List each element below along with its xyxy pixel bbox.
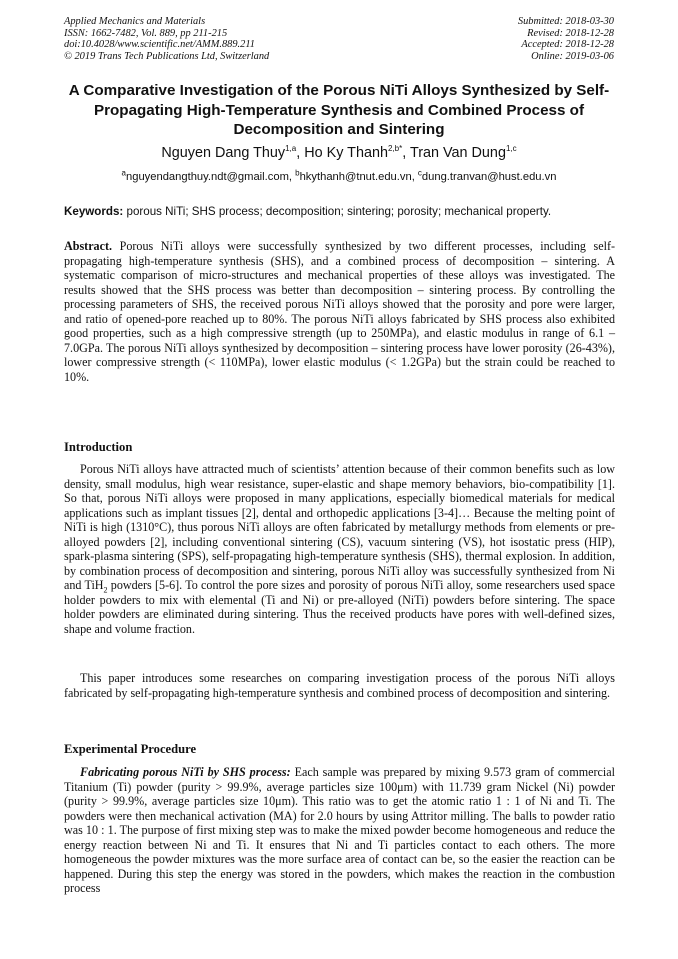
keywords-text: porous NiTi; SHS process; decomposition; sintering; porosity; mechanical property. xyxy=(123,205,552,218)
author-separator: , xyxy=(296,145,305,161)
email[interactable] xyxy=(121,168,289,183)
author-name: Tran Van Dung xyxy=(409,145,506,161)
journal-info xyxy=(64,16,269,62)
email-address: nguyendangthuy.ndt@gmail.com xyxy=(126,171,289,183)
journal-name: Applied Mechanics and Materials xyxy=(64,16,206,27)
author-list xyxy=(40,144,638,162)
email-mark: c xyxy=(417,168,422,178)
introduction-paragraph-1 xyxy=(64,462,615,637)
journal-header xyxy=(64,16,614,66)
paper-title: A Comparative Investigation of the Porous NiTi Alloys Synthesized by Self-Propagating High-Temperature Synthesis and Combined Process of Decomposition and Sintering xyxy=(68,82,610,138)
paragraph-text: Each sample was prepared by mixing 9.573 gram of commercial Titanium (Ti) powder (purity > 99.9%, average particles size 100μm) with 11.739 gram Nickel (Ni) powder (purity > 99.9%, average particles size 10μm). This ratio was to get the atomic ratio 1 : 1 of Ni and Ti. The powders were then mechanical activation (MA) for 2.0 hours by using Attritor milling. The balls to powder ratio was 10 : 1. The purpose of first mixing step was to make the mixed powder become homogeneous and reduce the energy reaction between Ni and Ti. It ensures that Ni and Ti particles contact to each others. The more homogeneous the powder mixtures was the more surface area of contact can be, so the easier the reaction can be happened. During this step the energy was stored in the powders, which makes the reaction in the combustion process xyxy=(64,765,615,896)
author xyxy=(304,145,410,161)
email-separator: , xyxy=(411,171,418,183)
subscript: 2 xyxy=(103,585,108,595)
date-submitted: Submitted: 2018-03-30 xyxy=(517,16,614,27)
journal-copyright: © 2019 Trans Tech Publications Ltd, Switzerland xyxy=(64,50,270,62)
author-name: Ho Ky Thanh xyxy=(304,145,388,161)
email-address: hkythanh@tnut.edu.vn xyxy=(299,171,412,183)
author xyxy=(410,145,517,161)
email-address: dung.tranvan@hust.edu.vn xyxy=(421,171,557,183)
author-emails xyxy=(30,170,648,184)
author-affiliation-mark: 1,c xyxy=(505,144,517,154)
paragraph-text: Porous NiTi alloys have attracted much of scientists’ attention because of their common benefits such as low density, small modulus, high wear resistance, super-elastic and shape memory behaviors, bio-compatibility [1]. So that, porous NiTi alloys were proposed in many applications, especially biomedical materials for medical applications such as implant tissues [2], dental and orthopedic applications [3-4]… Because the melting point of NiTi is high (1310°C), thus porous NiTi alloys are often fabricated by metallurgy methods from elements or pre-alloyed powders [2], including conventional sintering (CS), vacuum sintering (VS), hot isostatic press (HIP), spark-plasma sintering (SPS), self-propagating high-temperature synthesis (SHS), thermal explosion. In addition, by combination process of decomposition and sintering, porous NiTi alloy was successfully synthesized from Ni and TiH xyxy=(64,462,615,593)
author-affiliation-mark: 1,a xyxy=(285,144,297,154)
email-mark: b xyxy=(295,168,300,178)
author-separator: , xyxy=(402,145,410,161)
experimental-paragraph xyxy=(64,765,615,896)
keywords-label: Keywords: xyxy=(64,205,124,218)
date-online: Online: 2019-03-06 xyxy=(531,50,614,62)
submission-dates xyxy=(518,16,614,62)
date-revised: Revised: 2018-12-28 xyxy=(527,27,614,39)
paragraph-text: powders [5-6]. To control the pore sizes and porosity of porous NiTi alloy, some researchers used space holder powders to mix with elemental (Ti and Ni) or pre-alloyed (NiTi) powders before sintering. The space holder powders are eliminated during sintering. Thus the received products have pores with well-defined sizes, shape and volume fraction. xyxy=(64,578,616,637)
keywords xyxy=(64,205,618,219)
introduction-paragraph-2: This paper introduces some researches on comparing investigation process of the porous NiTi alloys fabricated by self-propagating high-temperature synthesis and combined process of decomposition and sintering. xyxy=(64,671,615,700)
abstract-label: Abstract. xyxy=(64,239,113,253)
run-in-heading: Fabricating porous NiTi by SHS process: xyxy=(80,765,291,779)
abstract xyxy=(64,239,615,384)
author-name: Nguyen Dang Thuy xyxy=(161,145,286,161)
email[interactable] xyxy=(295,168,412,183)
abstract-text: Porous NiTi alloys were successfully synthesized by two different processes, including self-propagating high-temperature synthesis (SHS), and a combined process of decomposition – sintering. A systematic comparison of micro-structures and mechanical properties of these alloys was investigated. The results showed that the SHS process was better than decomposition – sintering process. By controlling the processing parameters of SHS, the received porous NiTi alloys showed that the porosity and pore were larger, and ratio of opened-pore reached up to 80%. The porous NiTi alloys fabricated by SHS process also exhibited good properties, such as a high compressive strength (up to 250MPa), and elastic modulus in range of 6.1 – 7.0GPa. The porous NiTi alloys synthesized by decomposition – sintering process have lower porosity (26-43%), lower compressive strength (< 110MPa), lower elastic modulus (< 1.2GPa) but the strain could be reached to 10%. xyxy=(64,239,615,384)
email-mark: a xyxy=(121,168,126,178)
experimental-heading: Experimental Procedure xyxy=(64,742,197,756)
author xyxy=(161,145,304,161)
email[interactable] xyxy=(417,168,557,183)
journal-doi: doi:10.4028/www.scientific.net/AMM.889.211 xyxy=(64,39,255,51)
email-separator: , xyxy=(288,171,296,183)
journal-issn: ISSN: 1662-7482, Vol. 889, pp 211-215 xyxy=(64,27,228,39)
date-accepted: Accepted: 2018-12-28 xyxy=(521,39,614,51)
author-affiliation-mark: 2,b* xyxy=(387,144,403,154)
introduction-heading: Introduction xyxy=(64,440,133,454)
